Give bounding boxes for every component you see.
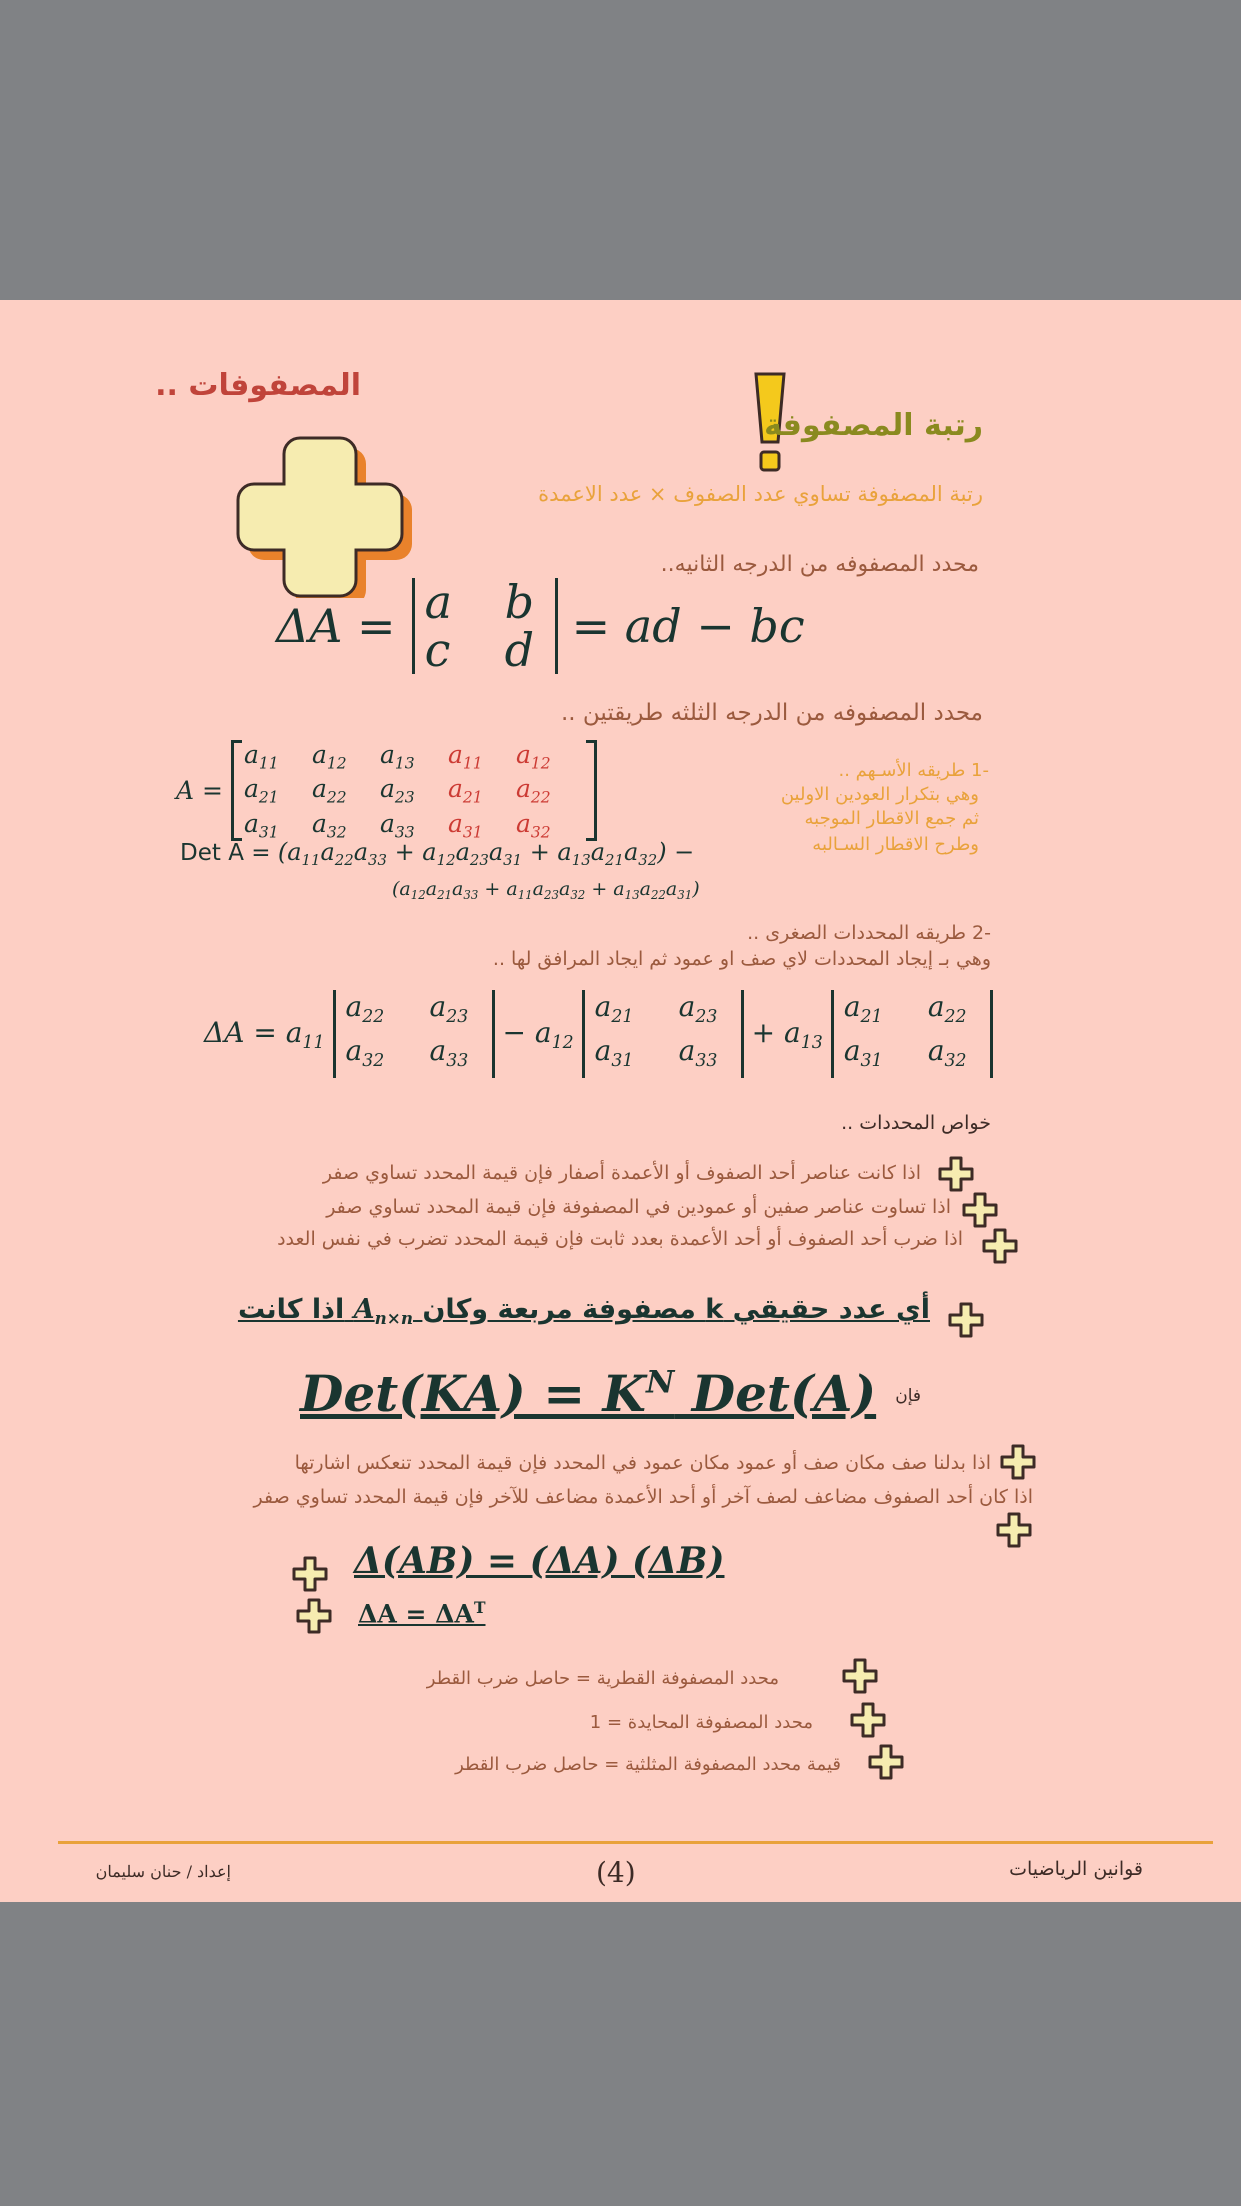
second-order-lhs: ΔA = <box>276 599 396 653</box>
plus-bullet-icon <box>866 1742 906 1782</box>
det-formula: Det $A = (a_{11}a_{22}a_{33} + a_{12}a_{23}a_{31} + a_{13}a_{21}a_{32})$ − <box>180 838 695 870</box>
det-transpose-formula: $\Delta A = \Delta A^T$ <box>358 1598 486 1629</box>
heading-rank: رتبة المصفوفة <box>764 408 983 443</box>
second-order-rhs: = ad − bc <box>571 599 805 653</box>
plus-bullet-icon <box>980 1226 1020 1266</box>
scalar-rule-line: أي عدد حقيقي k مصفوفة مربعة وكان <box>422 1294 930 1325</box>
property-1: اذا كانت عناصر أحد الصفوف أو الأعمدة أصفار فإن قيمة المحدد تساوي صفر <box>322 1162 921 1184</box>
det-ka-formula: $Det(KA) = K^N$ Det(A) <box>300 1364 877 1423</box>
plus-bullet-icon <box>960 1190 1000 1230</box>
footer-divider <box>58 1841 1213 1844</box>
cofactor-expansion: $\Delta A = a_{11}$ $a_{22}$ $a_{23}$ $a_{32}$ $a_{33}$ − $a_{12}$ $a_{21}$ $a_{23}$ $a_{31}$ $a_{33}$ + $a_{13}$ $a_{21}$ $a_{22}$ $a_{31}$ $a_{32}$ <box>204 990 993 1078</box>
decorative-plus-icon <box>232 418 412 598</box>
cell-d: d <box>504 623 535 677</box>
plus-bullet-icon <box>946 1300 986 1340</box>
cell-b: b <box>504 575 535 629</box>
then-label: فإن <box>895 1386 921 1406</box>
property-3: اذا ضرب أحد الصفوف أو أحد الأعمدة بعدد ثابت فإن قيمة المحدد تضرب في نفس العدد <box>277 1228 963 1250</box>
document-page <box>0 300 1241 1902</box>
det-product-formula: Δ(AB) = (ΔA) (ΔB) <box>354 1540 725 1582</box>
heading-matrices: المصفوفات .. <box>155 368 361 403</box>
arrows-method-line2: وهي بتكرار العودين الاولين <box>780 784 979 805</box>
plus-bullet-icon <box>936 1154 976 1194</box>
plus-bullet-icon <box>290 1554 330 1594</box>
third-order-title: محدد المصفوفه من الدرجه الثلثه طريقتين .. <box>560 700 983 726</box>
cell-c: c <box>424 623 451 677</box>
minors-method-line1: -2 طريقه المحددات الصغرى .. <box>747 922 991 944</box>
matrix-lhs: A = <box>176 776 223 806</box>
properties-title: خواص المحددات .. <box>841 1112 991 1134</box>
scalar-rule-end: اذا كانت <box>237 1294 345 1325</box>
scalar-rule: أي عدد حقيقي k مصفوفة مربعة وكان $A_{n\times n}$ اذا كانت <box>237 1294 930 1328</box>
special-1: محدد المصفوفة القطرية = حاصل ضرب القطر <box>426 1668 779 1689</box>
arrows-method-line1: -1 طريقه الأسـهم .. <box>838 760 989 781</box>
footer-book: قوانين الرياضيات <box>1009 1858 1143 1880</box>
second-order-formula <box>276 575 805 677</box>
plus-bullet-icon <box>848 1700 888 1740</box>
property-2: اذا تساوت عناصر صفين أو عمودين في المصفوفة فإن قيمة المحدد تساوي صفر <box>326 1196 951 1218</box>
det-formula-negative: $(a_{12}a_{21}a_{33} + a_{11}a_{23}a_{32} + a_{13}a_{22}a_{31})$ <box>392 878 700 903</box>
special-3: قيمة محدد المصفوفة المثلثية = حاصل ضرب القطر <box>455 1754 841 1775</box>
plus-bullet-icon <box>994 1510 1034 1550</box>
m-r-a12: $a_{12}$ <box>515 740 551 773</box>
m-r-a11: $a_{11}$ <box>447 740 483 773</box>
footer-author: إعداد / حنان سليمان <box>95 1862 231 1881</box>
rank-rule: رتبة المصفوفة تساوي عدد الصفوف × عدد الاعمدة <box>538 482 983 506</box>
second-order-title: محدد المصفوفه من الدرجه الثانيه.. <box>660 552 979 577</box>
det-formula-label: Det A = <box>180 840 271 866</box>
third-order-matrix: A = $a_{11}$ $a_{12}$ $a_{13}$ $a_{11}$ $a_{12}$ $a_{21}$ $a_{22}$ $a_{23}$ $a_{21}$ $a_{22}$ $a_{31}$ $a_{32}$ $a_{33}$ $a_{31}$ $a_{32}$ <box>176 740 597 841</box>
plus-bullet-icon <box>998 1442 1038 1482</box>
m-a11: $a_{11}$ <box>243 740 279 773</box>
more-property-1: اذا بدلنا صف مكان صف أو عمود مكان عمود في المحدد فإن قيمة المحدد تنعكس اشارتها <box>294 1452 991 1474</box>
cell-a: a <box>424 575 453 629</box>
minors-method-line2: وهي بـ إيجاد المحددات لاي صف او عمود ثم ايجاد المرافق لها .. <box>492 948 991 970</box>
m-a13: $a_{13}$ <box>379 740 415 773</box>
plus-bullet-icon <box>294 1596 334 1636</box>
arrows-method-line4: وطرح الاقطار السـالبه <box>812 834 979 855</box>
arrows-method-line3: ثم جمع الاقطار الموجبه <box>804 808 979 829</box>
more-property-2: اذا كان أحد الصفوف مضاعف لصف آخر أو أحد الأعمدة مضاعف للآخر فإن قيمة المحدد تساوي صفر <box>253 1486 1033 1508</box>
special-2: محدد المصفوفة المحايدة = 1 <box>589 1712 813 1733</box>
footer-page-number: (4) <box>596 1856 636 1889</box>
m-a12: $a_{12}$ <box>311 740 347 773</box>
plus-bullet-icon <box>840 1656 880 1696</box>
